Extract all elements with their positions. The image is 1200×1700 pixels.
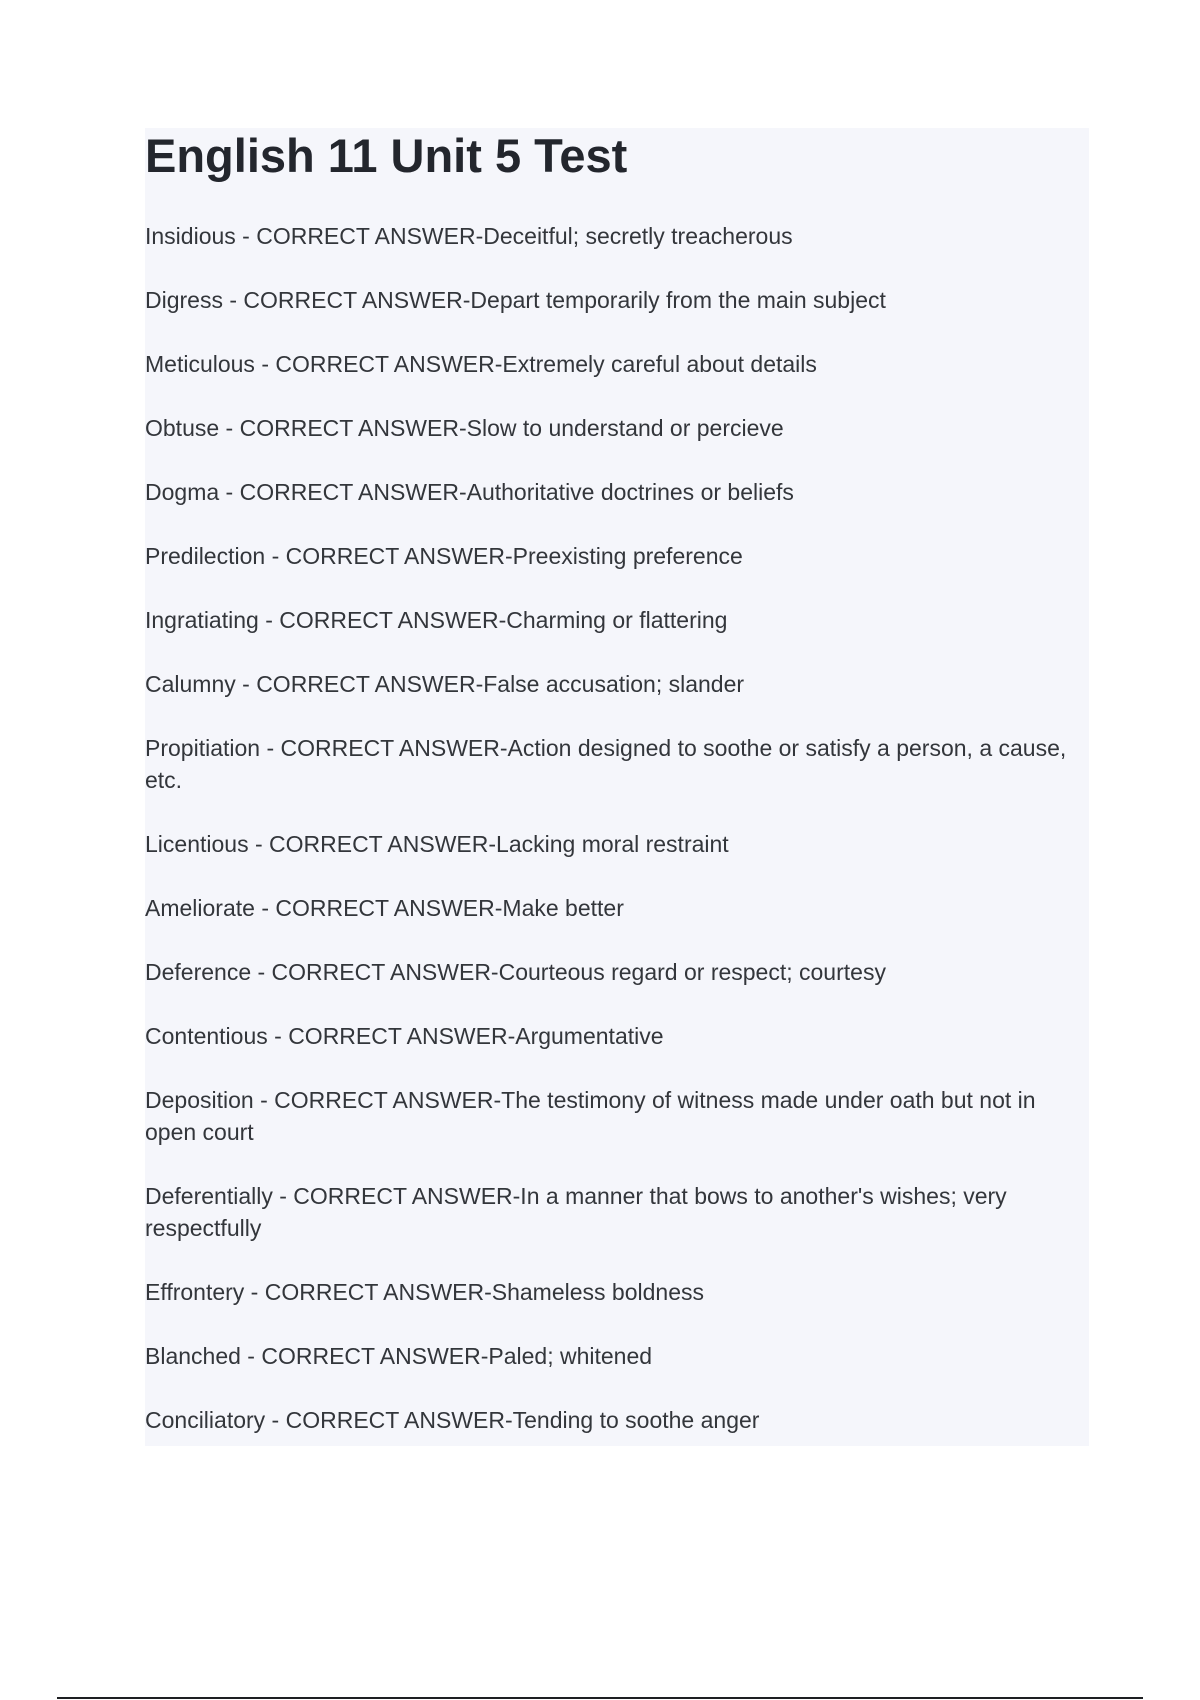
vocabulary-entry: Meticulous - CORRECT ANSWER-Extremely careful about details bbox=[145, 351, 817, 377]
vocabulary-entry: Obtuse - CORRECT ANSWER-Slow to understand or percieve bbox=[145, 415, 784, 441]
content-panel bbox=[145, 128, 1089, 1446]
vocabulary-entry: Digress - CORRECT ANSWER-Depart temporarily from the main subject bbox=[145, 287, 886, 313]
vocabulary-entry: Contentious - CORRECT ANSWER-Argumentative bbox=[145, 1023, 664, 1049]
vocabulary-entry: Effrontery - CORRECT ANSWER-Shameless boldness bbox=[145, 1279, 704, 1305]
vocabulary-list bbox=[145, 220, 1089, 1468]
vocabulary-entry: Deposition - CORRECT ANSWER-The testimony of witness made under oath but not in open court bbox=[145, 1087, 1036, 1145]
vocabulary-entry: Predilection - CORRECT ANSWER-Preexisting preference bbox=[145, 543, 743, 569]
vocabulary-entry: Blanched - CORRECT ANSWER-Paled; whitened bbox=[145, 1343, 653, 1369]
vocabulary-entry: Dogma - CORRECT ANSWER-Authoritative doctrines or beliefs bbox=[145, 479, 794, 505]
vocabulary-entry: Insidious - CORRECT ANSWER-Deceitful; secretly treacherous bbox=[145, 223, 793, 249]
page-footer-rule bbox=[57, 1697, 1143, 1699]
vocabulary-entry: Conciliatory - CORRECT ANSWER-Tending to soothe anger bbox=[145, 1407, 760, 1433]
document-title: English 11 Unit 5 Test bbox=[145, 129, 628, 182]
vocabulary-entry: Deference - CORRECT ANSWER-Courteous regard or respect; courtesy bbox=[145, 959, 886, 985]
vocabulary-entry: Ameliorate - CORRECT ANSWER-Make better bbox=[145, 895, 624, 921]
vocabulary-entry: Deferentially - CORRECT ANSWER-In a manner that bows to another's wishes; very respectfully bbox=[145, 1183, 1007, 1241]
vocabulary-entry: Propitiation - CORRECT ANSWER-Action designed to soothe or satisfy a person, a cause, etc. bbox=[145, 735, 1067, 793]
vocabulary-entry: Calumny - CORRECT ANSWER-False accusation; slander bbox=[145, 671, 745, 697]
vocabulary-entry: Ingratiating - CORRECT ANSWER-Charming or flattering bbox=[145, 607, 728, 633]
vocabulary-entry: Licentious - CORRECT ANSWER-Lacking moral restraint bbox=[145, 831, 729, 857]
